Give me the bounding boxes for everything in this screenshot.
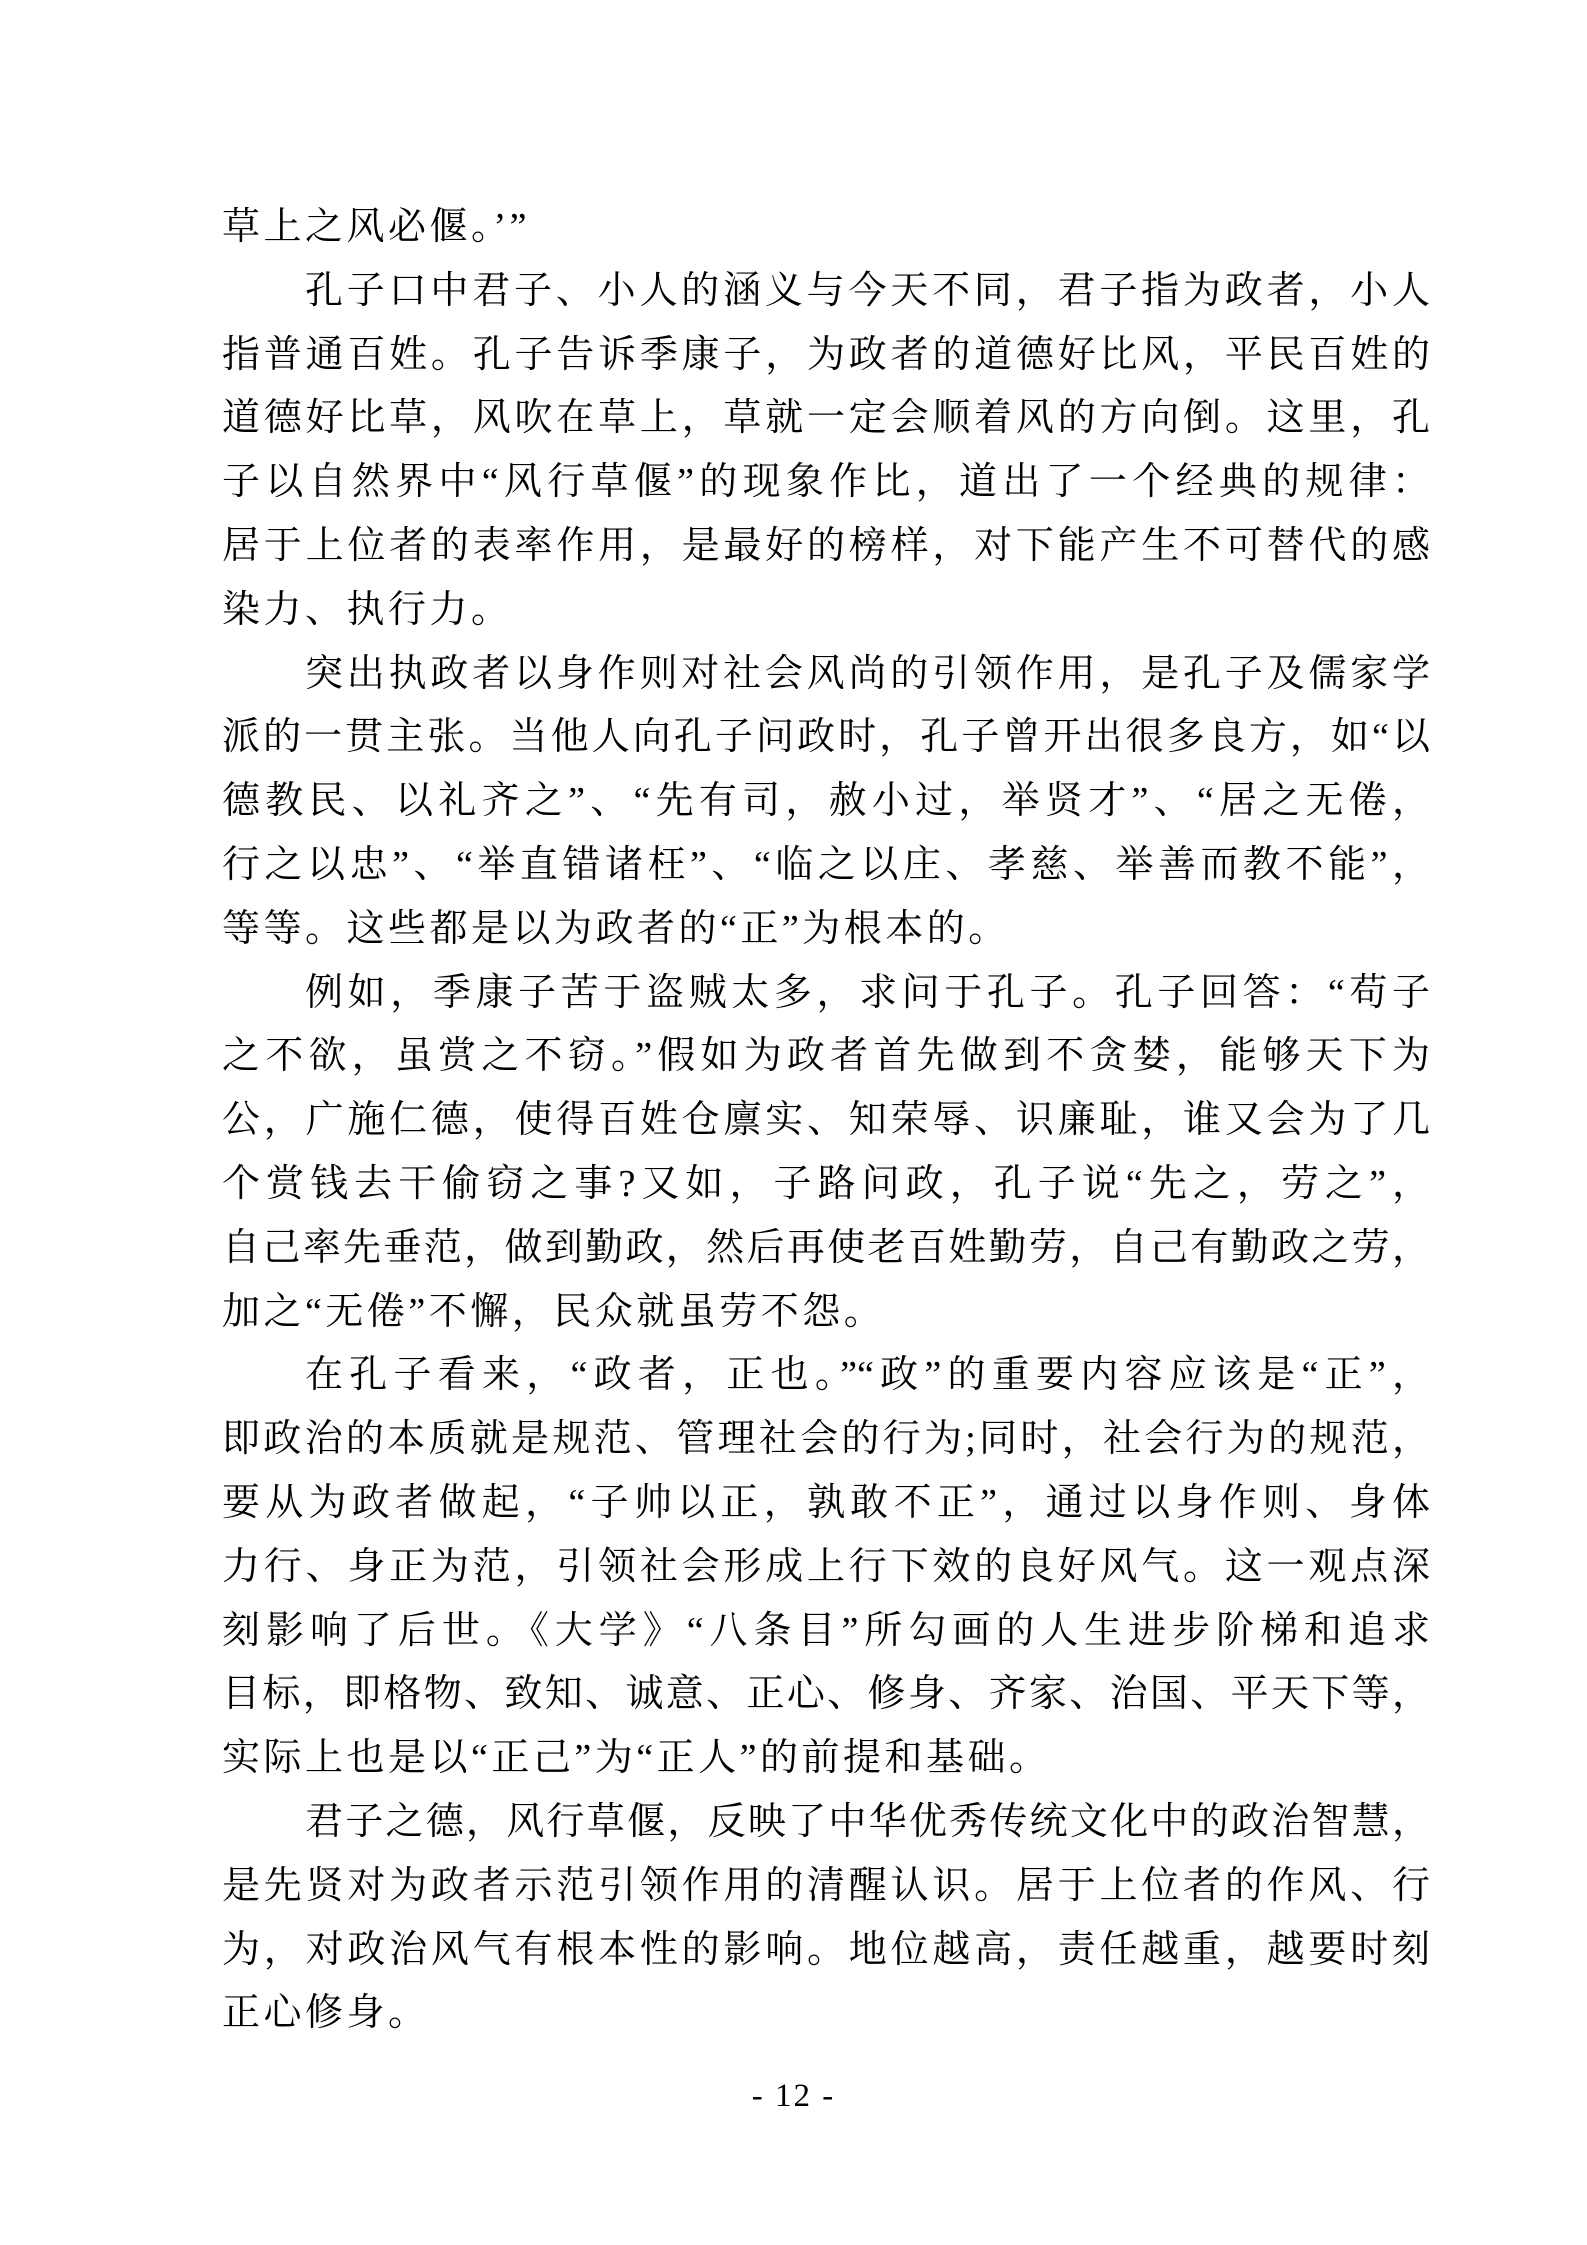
text-line: 在孔子看来，“政者，正也。”“政”的重要内容应该是“正”， bbox=[305, 1354, 1430, 1397]
text-line: 突出执政者以身作则对社会风尚的引领作用，是孔子及儒家学 bbox=[305, 652, 1430, 695]
text-line: 自己率先垂范，做到勤政，然后再使老百姓勤劳，自己有勤政之劳， bbox=[222, 1226, 1430, 1269]
page-number: - 12 - bbox=[751, 2078, 836, 2114]
text-line: 是先贤对为政者示范引领作用的清醒认识。居于上位者的作风、行 bbox=[222, 1864, 1430, 1907]
text-line: 等等。这些都是以为政者的“正”为根本的。 bbox=[222, 907, 1010, 950]
text-line: 之不欲，虽赏之不窃。”假如为政者首先做到不贪婪，能够天下为 bbox=[222, 1035, 1430, 1078]
text-line: 德教民、以礼齐之”、“先有司，赦小过，举贤才”、“居之无倦， bbox=[222, 780, 1430, 823]
text-line: 染力、执行力。 bbox=[222, 588, 513, 631]
text-line: 公，广施仁德，使得百姓仓廪实、知荣辱、识廉耻，谁又会为了几 bbox=[222, 1099, 1430, 1142]
text-line: 即政治的本质就是规范、管理社会的行为;同时，社会行为的规范， bbox=[222, 1418, 1430, 1461]
text-line: 君子之德，风行草偃，反映了中华优秀传统文化中的政治智慧， bbox=[305, 1800, 1430, 1843]
text-line: 子以自然界中“风行草偃”的现象作比，道出了一个经典的规律： bbox=[222, 461, 1430, 504]
text-line: 居于上位者的表率作用，是最好的榜样，对下能产生不可替代的感 bbox=[222, 524, 1430, 567]
paragraph bbox=[222, 260, 1430, 643]
text-line: 加之“无倦”不懈，民众就虽劳不怨。 bbox=[222, 1290, 886, 1333]
document-body bbox=[222, 196, 1430, 2046]
text-line: 正心修身。 bbox=[222, 1992, 430, 2035]
paragraph bbox=[222, 1344, 1430, 1791]
text-line: 孔子口中君子、小人的涵义与今天不同，君子指为政者，小人 bbox=[305, 269, 1430, 312]
text-line: 行之以忠”、“举直错诸枉”、“临之以庄、孝慈、举善而教不能”， bbox=[222, 843, 1430, 886]
paragraph bbox=[222, 1791, 1430, 2046]
text-line: 指普通百姓。孔子告诉季康子，为政者的道德好比风，平民百姓的 bbox=[222, 333, 1430, 376]
text-line: 目标，即格物、致知、诚意、正心、修身、齐家、治国、平天下等， bbox=[222, 1673, 1430, 1716]
text-line: 力行、身正为范，引领社会形成上行下效的良好风气。这一观点深 bbox=[222, 1545, 1430, 1588]
text-line: 草上之风必偃。’” bbox=[222, 206, 531, 248]
text-line: 为，对政治风气有根本性的影响。地位越高，责任越重，越要时刻 bbox=[222, 1928, 1430, 1971]
paragraph bbox=[222, 962, 1430, 1345]
paragraph bbox=[222, 196, 1430, 260]
text-line: 要从为政者做起，“子帅以正，孰敢不正”，通过以身作则、身体 bbox=[222, 1481, 1430, 1524]
text-line: 道德好比草，风吹在草上，草就一定会顺着风的方向倒。这里，孔 bbox=[222, 397, 1430, 440]
text-line: 实际上也是以“正己”为“正人”的前提和基础。 bbox=[222, 1737, 1051, 1780]
text-line: 个赏钱去干偷窃之事?又如，子路问政，孔子说“先之，劳之”， bbox=[222, 1162, 1430, 1205]
paragraph bbox=[222, 643, 1430, 962]
text-line: 例如，季康子苦于盗贼太多，求问于孔子。孔子回答：“苟子 bbox=[305, 971, 1430, 1014]
text-line: 刻影响了后世。《大学》“八条目”所勾画的人生进步阶梯和追求 bbox=[222, 1609, 1430, 1652]
text-line: 派的一贯主张。当他人向孔子问政时，孔子曾开出很多良方，如“以 bbox=[222, 716, 1430, 759]
